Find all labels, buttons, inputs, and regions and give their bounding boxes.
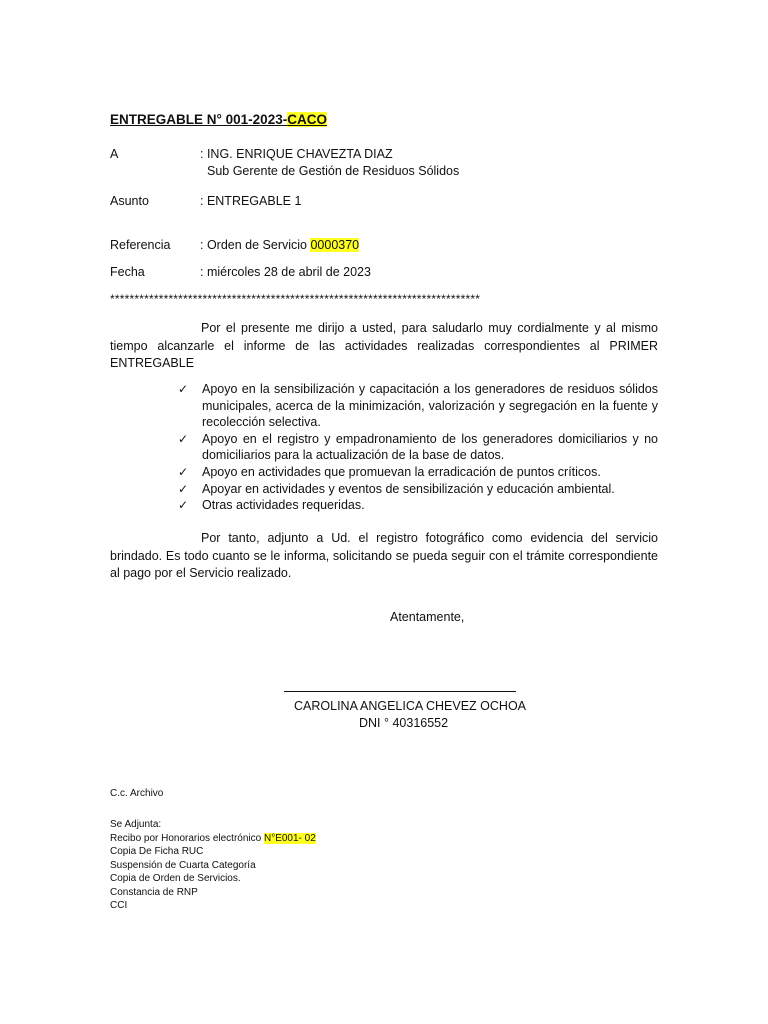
checkmark-icon: ✓ [178, 481, 189, 496]
activity-text: Otras actividades requeridas. [202, 498, 365, 513]
subject-row [110, 194, 301, 208]
list-item [178, 431, 658, 464]
cc-note: C.c. Archivo [110, 788, 164, 799]
checkmark-icon: ✓ [178, 464, 189, 479]
recipient-position: Sub Gerente de Gestión de Residuos Sólidos [207, 164, 460, 178]
date-label: Fecha [110, 265, 145, 279]
list-item [178, 381, 658, 431]
date-row [110, 265, 371, 279]
title-highlight: CACO [287, 112, 327, 127]
intro-paragraph [110, 320, 658, 373]
receipt-label: Recibo por Honorarios electrónico [110, 832, 264, 844]
signer-dni: DNI ° 40316552 [359, 716, 449, 730]
recipient-value: : ING. ENRIQUE CHAVEZTA DIAZ [200, 147, 393, 161]
activity-text: Apoyo en actividades que promuevan la erradicación de puntos críticos. [202, 464, 601, 479]
separator-line: **************************************************************************** [110, 292, 481, 306]
checkmark-icon: ✓ [178, 431, 189, 446]
activity-text: Apoyar en actividades y eventos de sensibilización y educación ambiental. [202, 481, 615, 496]
attachment-item: CCI [110, 900, 128, 911]
activity-text: Apoyo en la sensibilización y capacitación a los generadores de residuos sólidos municipales, acerca de la minimización, valorización y segregación en la fuente y recolección selectiva. [202, 382, 658, 430]
attachment-item: Constancia de RNP [110, 886, 198, 898]
list-item [178, 481, 658, 498]
list-item [178, 497, 658, 514]
attachment-item: Copia de Orden de Servicios. [110, 873, 241, 884]
title-prefix: ENTREGABLE N° 001-2023- [110, 112, 288, 127]
signer-name: CAROLINA ANGELICA CHEVEZ OCHOA [294, 699, 527, 713]
closing-text: Por tanto, adjunto a Ud. el registro fotográfico como evidencia del servicio brindado. Es todo cuanto se le informa, solicitando se pueda seguir con el trámite correspondiente al pago por el Servicio realizado. [110, 531, 658, 580]
signature-line [284, 691, 516, 692]
activity-text: Apoyo en el registro y empadronamiento de los generadores domiciliarios y no domiciliarios para la actualización de la base de datos. [202, 431, 658, 463]
recipient-row [110, 147, 393, 161]
checkmark-icon: ✓ [178, 498, 189, 513]
reference-row [110, 238, 359, 252]
attachments-block [110, 818, 316, 913]
closing-paragraph [110, 530, 658, 583]
attachment-item: Suspensión de Cuarta Categoría [110, 859, 256, 871]
salutation: Atentamente, [390, 610, 465, 624]
subject-value: : ENTREGABLE 1 [200, 194, 302, 208]
subject-label: Asunto [110, 194, 149, 208]
attachments-title: Se Adjunta: [110, 819, 162, 830]
intro-text: Por el presente me dirijo a usted, para saludarlo muy cordialmente y al mismo tiempo alcanzarle el informe de las actividades realizadas correspondientes al PRIMER ENTREGABLE [110, 321, 658, 370]
reference-value: : Orden de Servicio [200, 238, 311, 252]
checkmark-icon: ✓ [178, 382, 189, 396]
reference-number: 0000370 [310, 238, 360, 252]
reference-label: Referencia [110, 238, 171, 252]
activities-list [178, 381, 658, 514]
date-value: : miércoles 28 de abril de 2023 [200, 265, 371, 279]
attachment-item [110, 832, 316, 846]
list-item [178, 464, 658, 481]
receipt-number: N°E001- 02 [263, 832, 316, 844]
attachment-item: Copia De Ficha RUC [110, 846, 204, 857]
recipient-label: A [110, 147, 119, 161]
document-title [110, 112, 327, 127]
